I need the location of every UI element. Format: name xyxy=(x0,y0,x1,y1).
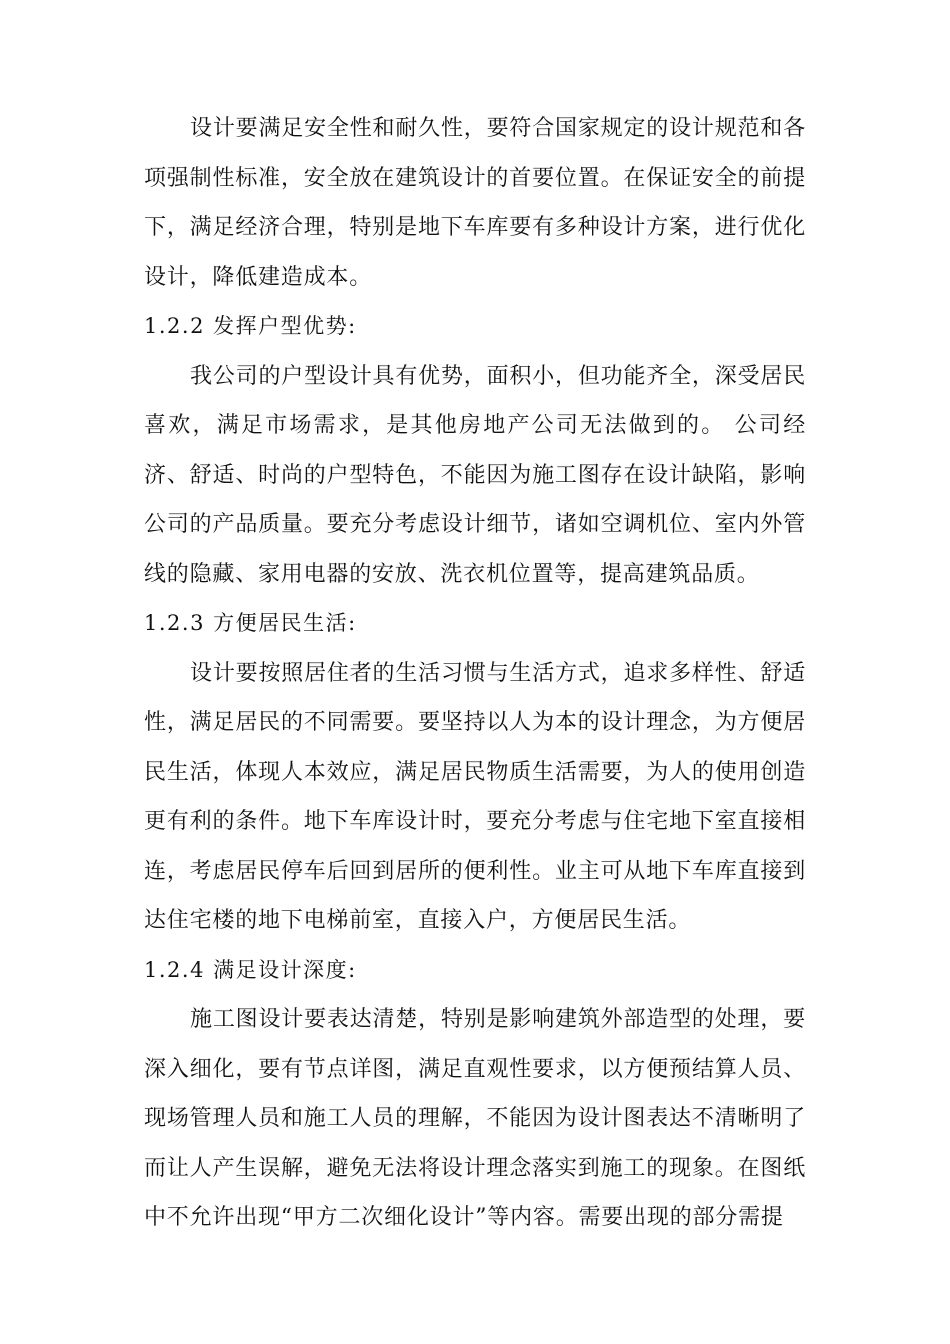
paragraph-safety-economy: 设计要满足安全性和耐久性，要符合国家规定的设计规范和各项强制性标准，安全放在建筑设计的首要位置。在保证安全的前提下，满足经济合理，特别是地下车库要有多种设计方案，进行优化设计，降低建造成本。 xyxy=(144,116,806,290)
paragraph-resident-convenience: 设计要按照居住者的生活习惯与生活方式，追求多样性、舒适性，满足居民的不同需要。要坚持以人为本的设计理念，为方便居民生活，体现人本效应，满足居民物质生活需要，为人的使用创造更有利的条件。地下车库设计时，要充分考虑与住宅地下室直接相连，考虑居民停车后回到居所的便利性。业主可从地下车库直接到达住宅楼的地下电梯前室，直接入户，方便居民生活。 xyxy=(144,660,806,933)
paragraph-design-depth: 施工图设计要表达清楚，特别是影响建筑外部造型的处理，要深入细化，要有节点详图，满足直观性要求，以方便预结算人员、现场管理人员和施工人员的理解，不能因为设计图表达不清晰明了而让人产生误解，避免无法将设计理念落实到施工的现象。在图纸中不允许出现“甲方二次细化设计”等内容。需要出现的部分需提 xyxy=(144,1007,806,1230)
section-heading-1-2-4: 1.2.4 满足设计深度: xyxy=(144,957,357,982)
section-heading-1-2-2: 1.2.2 发挥户型优势: xyxy=(144,314,357,338)
section-heading-1-2-3: 1.2.3 方便居民生活: xyxy=(144,611,357,635)
document-body xyxy=(144,104,806,1243)
paragraph-unit-type-advantage: 我公司的户型设计具有优势，面积小，但功能齐全，深受居民喜欢，满足市场需求，是其他房地产公司无法做到的。 公司经济、舒适、时尚的户型特色，不能因为施工图存在设计缺陷，影响公司的产品质量。要充分考虑设计细节，诸如空调机位、室内外管线的隐藏、家用电器的安放、洗衣机位置等，提高建筑品质。 xyxy=(144,363,806,587)
